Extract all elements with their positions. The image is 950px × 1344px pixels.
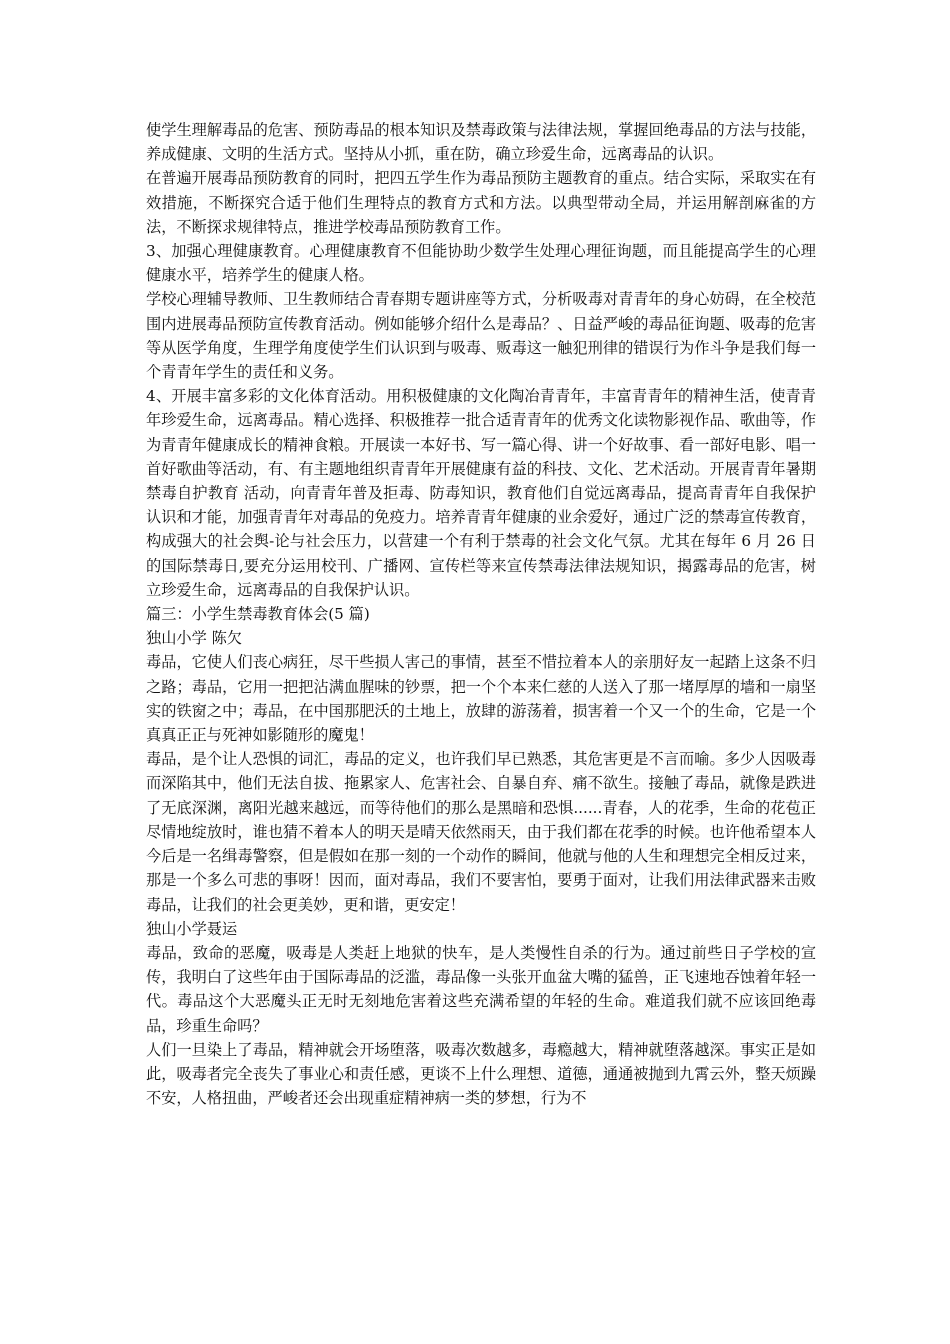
essay-paragraph: 人们一旦染上了毒品，精神就会开场堕落，吸毒次数越多，毒瘾越大，精神就堕落越深。事实正是如此，吸毒者完全丧失了事业心和责任感，更谈不上什么理想、道德，通通被抛到九霄云外，整天烦躁不安，人格扭曲，严峻者还会出现重症精神病一类的梦想，行为不	[146, 1040, 816, 1108]
document-body	[146, 118, 816, 1110]
paragraph-prevention-focus: 在普遍开展毒品预防教育的同时，把四五学生作为毒品预防主题教育的重点。结合实际，采取实在有效措施，不断探究合适于他们生理特点的教育方式和方法。以典型带动全局，并运用解剖麻雀的方法，不断探求规律特点，推进学校毒品预防教育工作。	[146, 169, 816, 236]
essay-paragraph: 毒品，致命的恶魔，吸毒是人类赶上地狱的快车，是人类慢性自杀的行为。通过前些日子学校的宣传，我明白了这些年由于国际毒品的泛滥，毒品像一头张开血盆大嘴的猛兽，正飞速地吞蚀着年轻一代。毒品这个大恶魔头正无时无刻地危害着这些充满希望的年轻的生命。难道我们就不应该回绝毒品，珍重生命吗？	[146, 943, 816, 1035]
paragraph-section-4: 4、开展丰富多彩的文化体育活动。用积极健康的文化陶冶青青年，丰富青青年的精神生活，使青青年珍爱生命，远离毒品。精心选择、积极推荐一批合适青青年的优秀文化读物影视作品、歌曲等，作为青青年健康成长的精神食粮。开展读一本好书、写一篇心得、讲一个好故事、看一部好电影、唱一首好歌曲等活动，有、有主题地组织青青年开展健康有益的科技、文化、艺术活动。开展青青年暑期禁毒自护教育 活动，向青青年普及拒毒、防毒知识，教育他们自觉远离毒品，提高青青年自我保护认识和才能，加强青青年对毒品的免疫力。培养青青年健康的业余爱好，通过广泛的禁毒宣传教育，构成强大的社会舆-论与社会压力，以营建一个有利于禁毒的社会文化气氛。尤其在每年 6 月 26 日的国际禁毒日,要充分运用校刊、广播网、宣传栏等来宣传禁毒法律法规知识，揭露毒品的危害，树立珍爱生命，远离毒品的自我保护认识。	[146, 387, 816, 599]
essay-paragraph: 毒品，是个让人恐惧的词汇，毒品的定义，也许我们早已熟悉，其危害更是不言而喻。多少人因吸毒而深陷其中，他们无法自拔、拖累家人、危害社会、自暴自弃、痛不欲生。接触了毒品，就像是跌进了无底深渊，离阳光越来越远，而等待他们的那么是黑暗和恐惧......青春，人的花季，生命的花苞正尽情地绽放时，谁也猜不着本人的明天是晴天依然雨天，由于我们都在花季的时候。也许他希望本人今后是一名缉毒警察，但是假如在那一刻的一个动作的瞬间，他就与他的人生和理想完全相反过来，那是一个多么可悲的事呀！因而，面对毒品，我们不要害怕，要勇于面对，让我们用法律武器来击败毒品，让我们的社会更美妙，更和谐，更安定！	[146, 750, 816, 914]
essay-paragraph: 毒品，它使人们丧心病狂，尽干些损人害己的事情，甚至不惜拉着本人的亲朋好友一起踏上这条不归之路；毒品，它用一把把沾满血腥味的钞票，把一个个本来仁慈的人送入了那一堵厚厚的墙和一扇坚实的铁窗之中；毒品，在中国那肥沃的土地上，放肆的游荡着，损害着一个又一个的生命，它是一个真真正正与死神如影随形的魔鬼！	[146, 653, 816, 745]
author-line-1: 独山小学 陈欠	[146, 629, 242, 648]
paragraph-intro: 使学生理解毒品的危害、预防毒品的根本知识及禁毒政策与法律法规，掌握回绝毒品的方法与技能，养成健康、文明的生活方式。坚持从小抓，重在防，确立珍爱生命，远离毒品的认识。	[146, 121, 816, 164]
section-heading: 篇三：小学生禁毒教育体会(5 篇)	[146, 605, 370, 624]
paragraph-section-3: 3、加强心理健康教育。心理健康教育不但能协助少数学生处理心理征询题，而且能提高学生的心理健康水平，培养学生的健康人格。	[146, 242, 816, 285]
author-line-2: 独山小学聂运	[146, 919, 238, 938]
paragraph-psych-counseling: 学校心理辅导教师、卫生教师结合青春期专题讲座等方式，分析吸毒对青青年的身心妨碍，在全校范围内进展毒品预防宣传教育活动。例如能够介绍什么是毒品？、日益严峻的毒品征询题、吸毒的危害等从医学角度，生理学角度使学生们认识到与吸毒、贩毒这一触犯刑律的错误行为作斗争是我们每一个青青年学生的责任和义务。	[146, 290, 816, 382]
